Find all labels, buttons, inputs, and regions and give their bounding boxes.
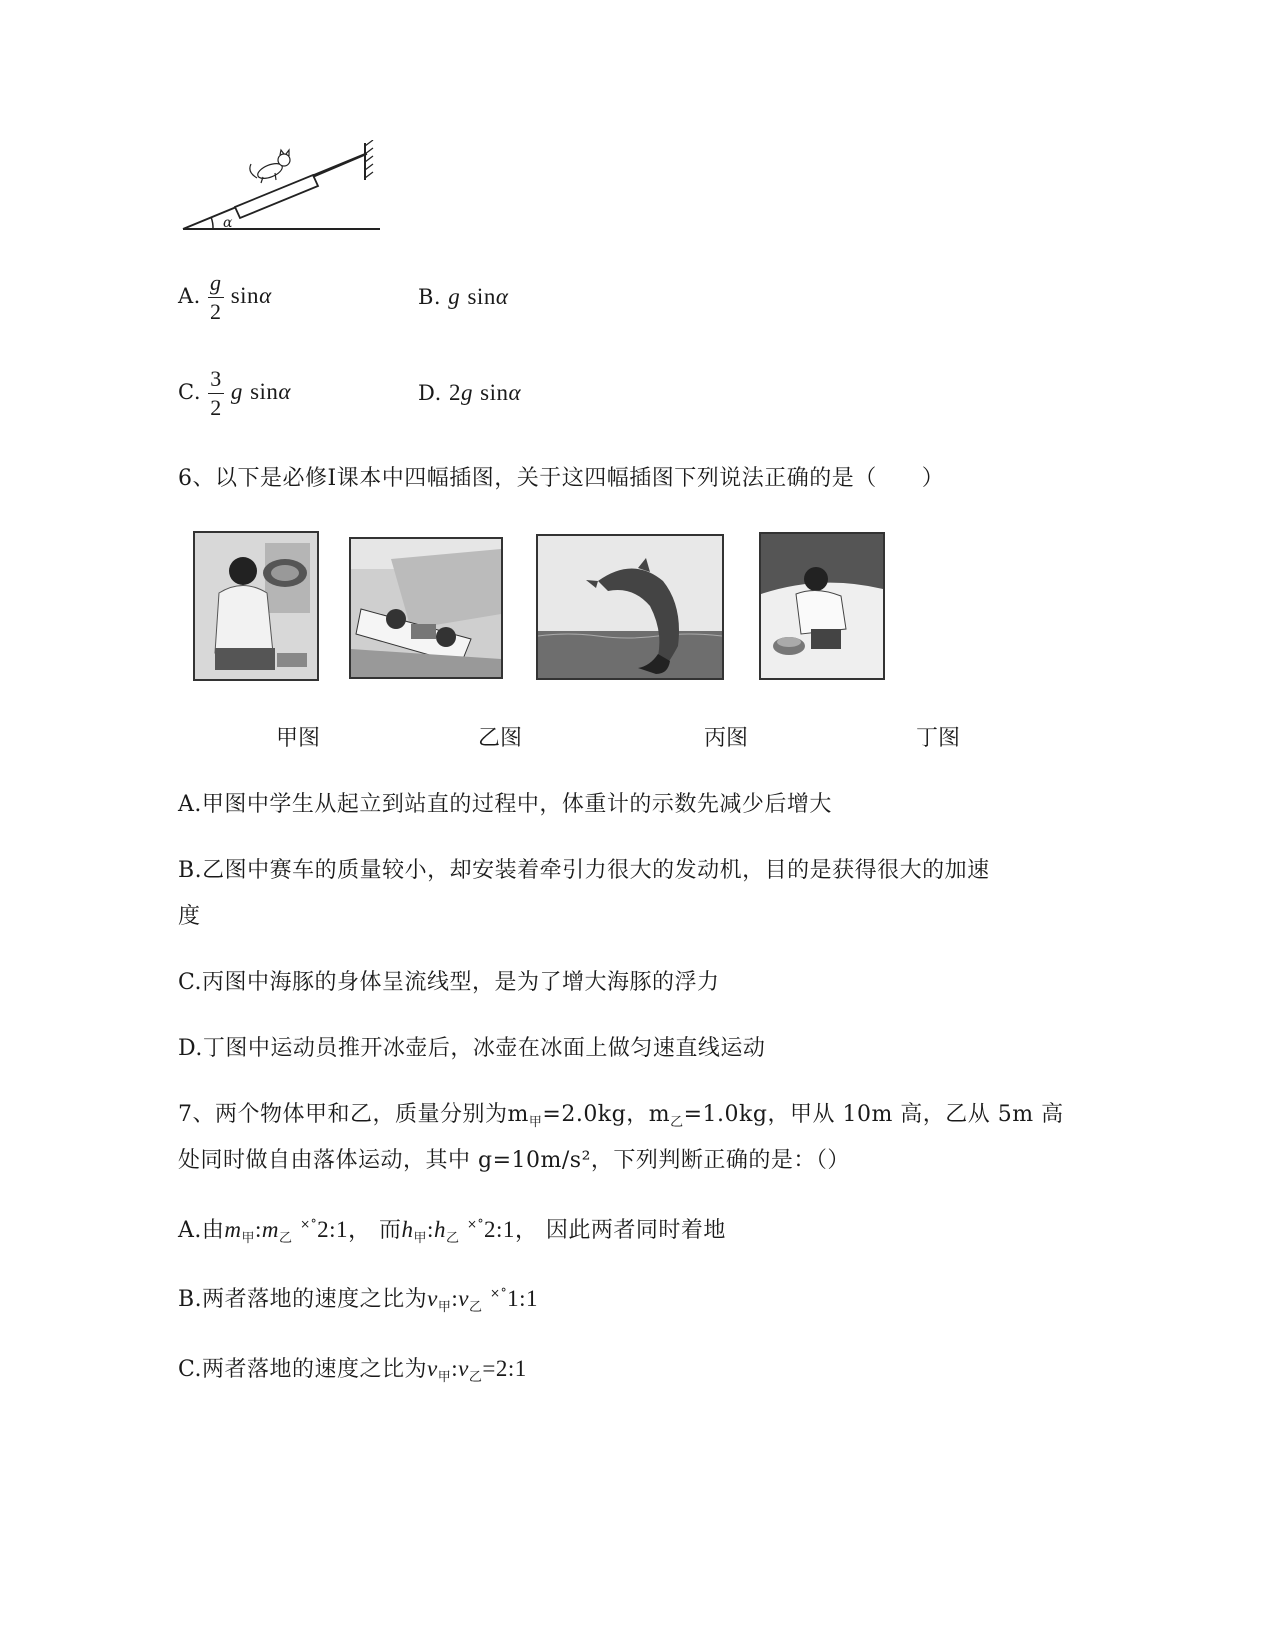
option-letter: A. xyxy=(178,284,201,308)
q7-stem-line2: 处同时做自由落体运动，其中 g=10m/s²，下列判断正确的是：（） xyxy=(178,1148,850,1173)
colon: : xyxy=(451,1286,459,1311)
q6-option-b-line1: B.乙图中赛车的质量较小，却安装着牵引力很大的发动机，目的是获得很大的加速 xyxy=(178,858,990,883)
colon: : xyxy=(427,1217,434,1242)
garbled-mark: ×° xyxy=(490,1286,508,1300)
subscript: 乙 xyxy=(468,1370,483,1385)
subscript: 甲 xyxy=(437,1370,452,1385)
option-letter: C. xyxy=(178,380,201,404)
v-symbol: v xyxy=(427,1356,438,1381)
caption-ding: 丁图 xyxy=(916,726,961,751)
denominator: 2 xyxy=(210,395,222,420)
numerator: 3 xyxy=(208,368,224,394)
angle-arc xyxy=(211,217,213,229)
option-prefix: A.由 xyxy=(178,1218,225,1243)
mass-symbol: m xyxy=(648,1102,671,1127)
q5-option-d xyxy=(418,380,521,406)
q5-option-c xyxy=(178,368,291,419)
alpha-symbol: α xyxy=(508,380,522,405)
sin-text: sin xyxy=(467,284,496,309)
q6-option-b-line2: 度 xyxy=(178,904,201,929)
wall-hatch xyxy=(365,140,373,178)
caption-jia: 甲图 xyxy=(276,726,321,751)
q7-stem-line1 xyxy=(178,1097,1064,1130)
v-symbol: v xyxy=(458,1356,469,1381)
colon: : xyxy=(451,1356,459,1381)
subscript: 乙 xyxy=(445,1231,460,1246)
caption-yi: 乙图 xyxy=(478,726,523,751)
q6-option-a: A.甲图中学生从起立到站直的过程中，体重计的示数先减少后增大 xyxy=(178,792,832,817)
h-symbol: h xyxy=(401,1217,414,1242)
ratio: 2:1， xyxy=(484,1217,539,1242)
alpha-symbol: α xyxy=(259,283,272,308)
incline-diagram xyxy=(175,140,390,240)
option-prefix: C.两者落地的速度之比为 xyxy=(178,1357,428,1382)
caption-bing: 丙图 xyxy=(704,726,749,751)
ratio: 2:1， xyxy=(317,1217,372,1242)
q6-stem: 6、以下是必修Ⅰ课本中四幅插图，关于这四幅插图下列说法正确的是（ ） xyxy=(178,466,945,491)
fraction xyxy=(208,272,224,323)
coefficient: 2 xyxy=(448,380,461,405)
colon: : xyxy=(255,1217,262,1242)
conclusion-text: 因此两者同时着地 xyxy=(545,1218,726,1243)
alpha-symbol: α xyxy=(278,379,291,404)
angle-label: α xyxy=(223,215,233,231)
photo-jia xyxy=(193,531,319,681)
option-letter: D. xyxy=(418,381,442,405)
q7-option-c xyxy=(178,1352,527,1385)
q5-option-b xyxy=(418,284,508,310)
subscript: 甲 xyxy=(528,1115,543,1130)
m-symbol: m xyxy=(261,1217,280,1242)
photo-ding xyxy=(759,532,885,680)
sin-text: sin xyxy=(230,283,260,308)
q7-option-a xyxy=(178,1211,726,1246)
g-symbol: g xyxy=(230,379,243,404)
m-symbol: m xyxy=(224,1217,242,1242)
alpha-symbol: α xyxy=(495,284,509,309)
photo-bing xyxy=(536,534,724,680)
q6-option-c: C.丙图中海豚的身体呈流线型，是为了增大海豚的浮力 xyxy=(178,970,720,995)
cat-icon xyxy=(250,150,290,183)
g-symbol: g xyxy=(448,284,461,309)
plank xyxy=(235,175,318,218)
sin-text: sin xyxy=(250,379,279,404)
fraction xyxy=(208,368,224,419)
subscript: 甲 xyxy=(241,1231,256,1246)
denominator: 2 xyxy=(210,299,222,324)
q5-option-a xyxy=(178,272,272,323)
q6-option-d: D.丁图中运动员推开冰壶后，冰壶在冰面上做匀速直线运动 xyxy=(178,1036,766,1061)
option-letter: B. xyxy=(418,285,442,309)
subscript: 乙 xyxy=(469,1300,483,1315)
photo-yi xyxy=(349,537,503,679)
garbled-mark: ×° xyxy=(300,1217,318,1231)
mass-value: =1.0kg，甲从 10m 高，乙从 5m 高 xyxy=(683,1102,1064,1127)
v-symbol: v xyxy=(427,1286,438,1311)
ratio: =2:1 xyxy=(482,1356,527,1381)
v-symbol: v xyxy=(458,1286,470,1311)
q7-stem-text: 7、两个物体甲和乙，质量分别为 xyxy=(178,1102,508,1127)
q7-option-b xyxy=(178,1282,538,1315)
numerator: g xyxy=(208,272,224,298)
subscript: 乙 xyxy=(279,1231,293,1246)
ratio: 1:1 xyxy=(507,1286,538,1311)
garbled-mark: ×° xyxy=(466,1217,485,1231)
subscript: 甲 xyxy=(413,1231,428,1246)
subscript: 甲 xyxy=(437,1300,452,1315)
mass-symbol: m xyxy=(507,1102,529,1127)
connector-text: 而 xyxy=(379,1218,402,1243)
g-symbol: g xyxy=(460,380,473,405)
sin-text: sin xyxy=(480,380,509,405)
rope xyxy=(313,154,367,177)
mass-value: =2.0kg， xyxy=(542,1102,649,1127)
subscript: 乙 xyxy=(670,1115,684,1130)
option-prefix: B.两者落地的速度之比为 xyxy=(178,1287,428,1312)
h-symbol: h xyxy=(433,1217,446,1242)
